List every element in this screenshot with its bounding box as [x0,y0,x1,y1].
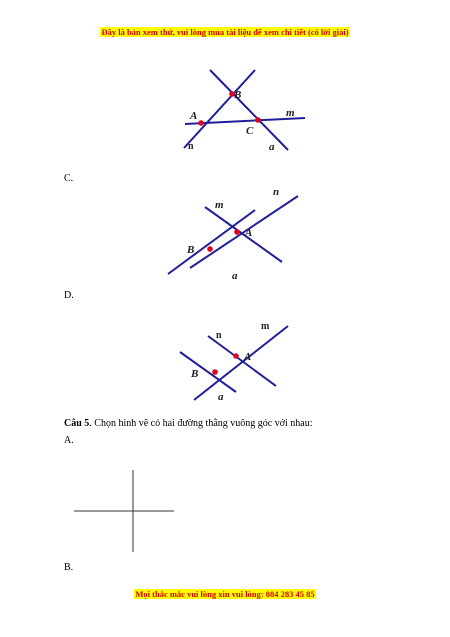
contact-banner-text: Mọi thắc mắc vui lòng xin vui lòng: 084 283 45 85 [135,589,315,599]
option-c-label: C. [64,173,74,184]
label-m: m [261,321,270,332]
figure-2-diagram [160,182,310,282]
point-B [212,369,218,375]
label-C: C [246,125,254,137]
option-a-label: A. [64,435,74,446]
label-B: B [187,244,195,256]
label-n: n [188,141,194,152]
line-a [180,352,236,392]
question-5-number: Câu 5 [64,418,90,429]
label-n: n [216,330,222,341]
point-A [233,353,239,359]
line-n [184,70,255,148]
point-B [207,246,213,252]
preview-banner-text: Đây là bản xem thử, vui lòng mua tài liệu để xem chi tiết (có lời giải) [101,27,349,37]
label-n: n [273,186,280,198]
label-a: a [218,391,224,403]
figure-1-diagram [170,62,320,162]
label-A: A [190,110,198,122]
line-a [210,70,288,150]
label-m: m [286,107,295,119]
line-a [168,210,255,274]
preview-banner [0,27,450,37]
label-B: B [191,368,199,380]
option-b-label: B. [64,562,74,573]
point-C [255,117,261,123]
label-B: B [234,89,242,101]
point-A [234,229,240,235]
label-a: a [232,270,238,282]
question-5-text: . Chọn hình vẽ có hai đường thẳng vuông góc với nhau: [89,418,313,429]
option-d-label: D. [64,290,74,301]
point-A [198,120,204,126]
label-A: A [244,351,252,363]
perpendicular-lines-diagram [70,468,180,556]
label-a: a [269,141,275,153]
figure-3-diagram [170,318,320,408]
question-5 [64,418,313,429]
label-A: A [245,227,253,239]
label-m: m [215,199,224,211]
contact-banner [0,589,450,599]
